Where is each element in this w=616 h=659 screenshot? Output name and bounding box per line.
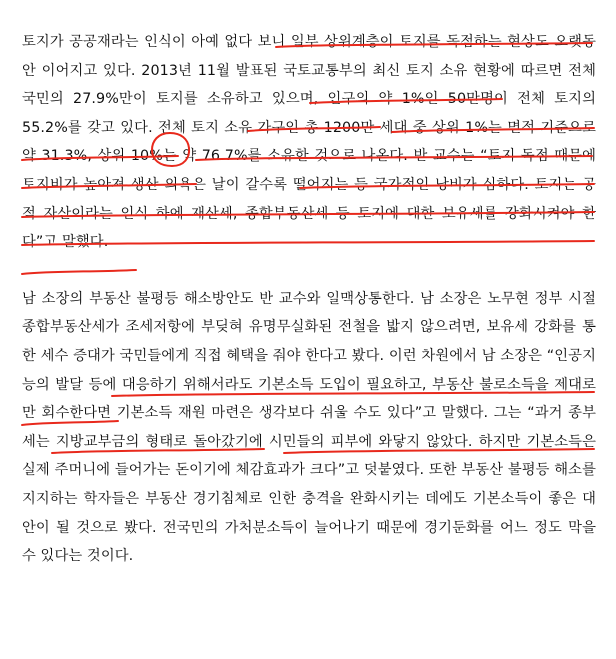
paragraph-2: 남 소장의 부동산 불평등 해소방안도 반 교수와 일맥상통한다. 남 소장은 노무현 정부 시절 종합부동산세가 조세저항에 부딪혀 유명무실화된 전철을 밟지 않으려면, 보유세 강화를 통한 세수 증대가 국민들에게 직접 혜택을 줘야 한다고 봤다. 이런 차원에서 남 소장은 “인공지능의 발달 등에 대응하기 위해서라도 기본소득 도입이 필요하고, 부동산 불로소득을 제대로만 회수한다면 기본소득 재원 마련은 생각보다 쉬울 수도 있다”고 말했다. 그는 “과거 종부세는 지방교부금의 형태로 돌아갔기에 시민들의 피부에 와닿지 않았다. 하지만 기본소득은 실제 주머니에 들어가는 돈이기에 체감효과가 크다”고 덧붙였다. 또한 부동산 불평등 해소를 지지하는 학자들은 부동산 경기침체로 인한 충격을 완화시키는 데에도 기본소득이 좋은 대안이 될 것으로 봤다. 전국민의 가처분소득이 늘어나기 때문에 경기둔화를 어느 정도 막을 수 있다는 것이다. bbox=[22, 290, 596, 565]
paragraph-1: 토지가 공공재라는 인식이 아예 없다 보니 일부 상위계층이 토지를 독점하는 현상도 오랫동안 이어지고 있다. 2013년 11월 발표된 국토교통부의 최신 토지 소유 현황에 따르면 전체 국민의 27.9%만이 토지를 소유하고 있으며, 인구의 약 1%인 50만명이 전체 토지의 55.2%를 갖고 있다. 전체 토지 소유 가구인 총 1200만 세대 중 상위 1%는 면적 기준으로 약 31.3%, 상위 10%는 약 76.7%를 소유한 것으로 나온다. 반 교수는 “토지 독점 때문에 토지비가 높아져 생산 의욕은 날이 갈수록 떨어지는 등 국가적인 낭비가 심하다. 토지는 공적 자산이라는 인식 하에 재산세, 종합부동산세 등 토지에 대한 보유세를 강화시켜야 한다”고 말했다. bbox=[22, 34, 596, 251]
document-body bbox=[22, 28, 596, 571]
